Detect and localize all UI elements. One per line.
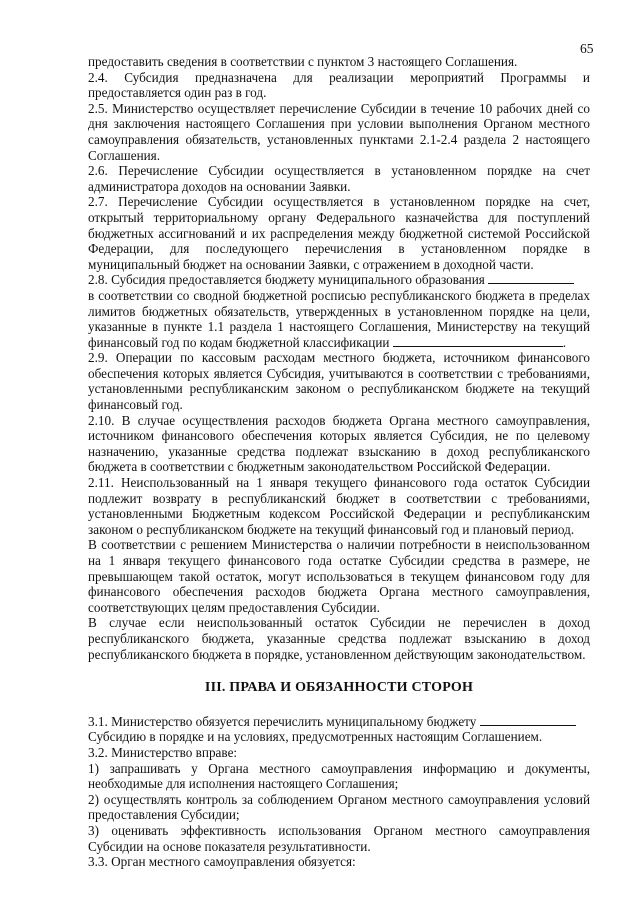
paragraph-3-1-text: 3.1. Министерство обязуется перечислить муниципальному бюджету	[88, 713, 477, 729]
paragraph-2-9: 2.9. Операции по кассовым расходам местного бюджета, источником финансового обеспечения которых является Субсидия, учитываются в соответствии с требованиями, установленными республиканским законом о республиканском бюджете на текущий финансовый год.	[88, 350, 590, 413]
paragraph-2-8-continuation: в соответствии со сводной бюджетной росписью республиканского бюджета в пределах лимитов бюджетных обязательств, утвержденных в установленном порядке на цели, указанные в пункте 1.1 раздела 1 настоящего Соглашения, Министерству на текущий финансовый год по кодам бюджетной классификации	[88, 287, 590, 350]
paragraph-2-8-line	[88, 272, 590, 288]
paragraph-2-7: 2.7. Перечисление Субсидии осуществляется в установленном порядке на счет, открытый территориальному органу Федерального казначейства для поступлений бюджетных ассигнований и их распределения между бюджетной системой Российской Федерации, для последующего перечисления в установленном порядке в муниципальный бюджет на основании Заявки, с отражением в доходной части.	[88, 194, 590, 272]
paragraph-2-3-continuation: предоставить сведения в соответствии с пунктом 3 настоящего Соглашения.	[88, 54, 518, 69]
paragraph-3-1-line	[88, 714, 590, 730]
municipality-blank-line	[488, 272, 574, 284]
paragraph-ministry-decision: В соответствии с решением Министерства о наличии потребности в неиспользованном на 1 января текущего финансового года остатке Субсидии средства в размере, не превышающем такой остаток, могут использоваться в текущем финансовом году для финансового обеспечения расходов бюджета Органа местного самоуправления, соответствующих целям предоставления Субсидии.	[88, 537, 590, 615]
list-item-1: 1) запрашивать у Органа местного самоуправления информацию и документы, необходимые для исполнения настоящего Соглашения;	[88, 760, 590, 792]
section-heading-rights-obligations: III. ПРАВА И ОБЯЗАННОСТИ СТОРОН	[204, 680, 474, 696]
budget-code-blank-line	[393, 335, 563, 347]
paragraph-3-3: 3.3. Орган местного самоуправления обязуется:	[88, 854, 356, 870]
paragraph-2-8-text: 2.8. Субсидия предоставляется бюджету муниципального образования	[88, 272, 485, 288]
list-item-2: 2) осуществлять контроль за соблюдением Органом местного самоуправления условий предоставления Субсидии;	[88, 791, 590, 823]
municipal-budget-blank-line	[480, 714, 576, 726]
paragraph-unspent-balance: В случае если неиспользованный остаток Субсидии не перечислен в доход республиканского бюджета, указанные средства подлежат взысканию в доход республиканского бюджета в порядке, установленном действующим законодательством.	[88, 615, 590, 662]
paragraph-2-5: 2.5. Министерство осуществляет перечисление Субсидии в течение 10 рабочих дней со дня заключения настоящего Соглашения при условии выполнения Органом местного самоуправления обязательств, установленных пунктами 2.1-2.4 раздела 2 настоящего Соглашения.	[88, 100, 590, 163]
document-body	[88, 54, 590, 870]
paragraph-3-1-continuation: Субсидию в порядке и на условиях, предусмотренных настоящим Соглашением.	[88, 729, 543, 745]
list-item-3: 3) оценивать эффективность использования Органом местного самоуправления Субсидии на основе показателя результативности.	[88, 822, 590, 854]
paragraph-3-2: 3.2. Министерство вправе:	[88, 744, 238, 760]
paragraph-2-8-body: в соответствии со сводной бюджетной росписью республиканского бюджета в пределах лимитов бюджетных обязательств, утвержденных в установленном порядке на цели, указанные в пункте 1.1 раздела 1 настоящего Соглашения, Министерству на текущий финансовый год по кодам бюджетной классификации .	[88, 287, 590, 350]
page-number: 65	[580, 41, 594, 56]
paragraph-2-6: 2.6. Перечисление Субсидии осуществляется в установленном порядке на счет администратора доходов на основании Заявки.	[88, 163, 590, 194]
paragraph-2-11: 2.11. Неиспользованный на 1 января текущего финансового года остаток Субсидии подлежит возврату в республиканский бюджет в соответствии с требованиями, установленными Бюджетным кодексом Российской Федерации и республиканским законом о республиканском бюджете на текущий финансовый год и плановый период.	[88, 475, 590, 537]
paragraph-2-4: 2.4. Субсидия предназначена для реализации мероприятий Программы и предоставляется один раз в год.	[88, 69, 590, 101]
paragraph-2-10: 2.10. В случае осуществления расходов бюджета Органа местного самоуправления, источником финансового обеспечения которых является Субсидия, не по целевому назначению, указанные средства подлежат взысканию в доход республиканского бюджета в соответствии с бюджетным законодательством Российской Федерации.	[88, 412, 590, 475]
